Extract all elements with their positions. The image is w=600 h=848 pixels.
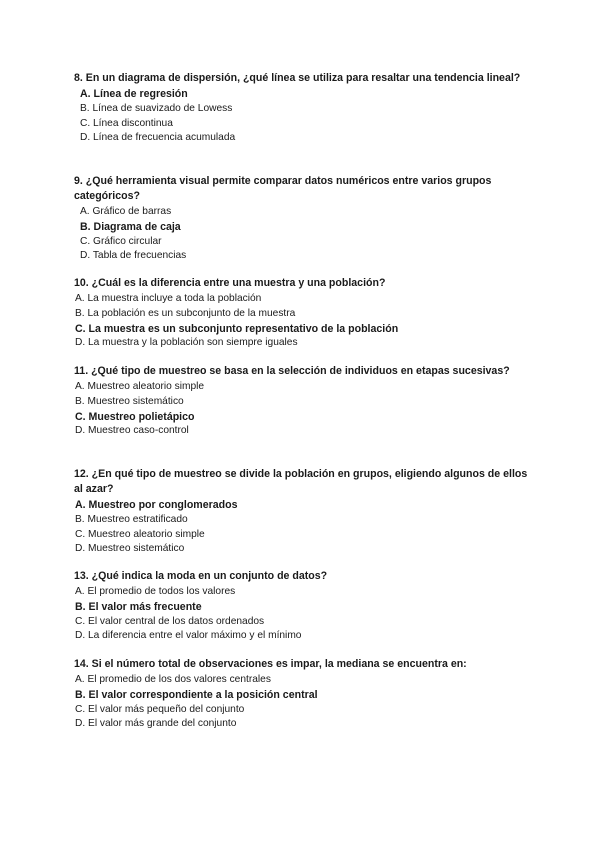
option-c: C. Gráfico circular <box>80 235 162 247</box>
option-d: D. Tabla de frecuencias <box>80 250 187 262</box>
question-stem: 14. Si el número total de observaciones es impar, la mediana se encuentra en: <box>74 658 467 670</box>
options-list <box>74 673 534 732</box>
question-stem: 11. ¿Qué tipo de muestreo se basa en la selección de individuos en etapas sucesivas? <box>74 365 510 377</box>
option-c: C. El valor más pequeño del conjunto <box>75 703 245 715</box>
question-8 <box>74 71 534 146</box>
options-list <box>74 380 534 439</box>
option-b: B. El valor correspondiente a la posición central <box>75 688 318 701</box>
option-d: D. El valor más grande del conjunto <box>75 718 237 730</box>
option-b: B. Muestreo sistemático <box>75 395 184 407</box>
option-d: D. Muestreo caso-control <box>75 425 189 437</box>
option-c: C. Muestreo aleatorio simple <box>75 528 205 540</box>
option-b: B. Diagrama de caja <box>80 220 181 233</box>
question-stem: 10. ¿Cuál es la diferencia entre una muestra y una población? <box>74 277 386 289</box>
question-stem: 8. En un diagrama de dispersión, ¿qué línea se utiliza para resaltar una tendencia lineal? <box>74 72 521 84</box>
option-c: C. El valor central de los datos ordenados <box>75 615 265 627</box>
options-list <box>74 87 534 146</box>
option-c: C. La muestra es un subconjunto representativo de la población <box>75 322 399 335</box>
option-a: A. Muestreo aleatorio simple <box>75 381 205 392</box>
question-stem: 12. ¿En qué tipo de muestreo se divide la población en grupos, eligiendo algunos de ellos al azar? <box>74 468 528 495</box>
options-list <box>74 205 534 264</box>
option-c: C. Línea discontinua <box>80 117 173 129</box>
question-9 <box>74 174 534 264</box>
question-10 <box>74 276 534 351</box>
options-list <box>74 498 534 557</box>
option-a: A. Muestreo por conglomerados <box>75 499 238 511</box>
option-d: D. Muestreo sistemático <box>75 543 185 555</box>
option-d: D. La muestra y la población son siempre iguales <box>75 337 298 349</box>
option-a: A. Gráfico de barras <box>80 206 172 217</box>
question-stem: 13. ¿Qué indica la moda en un conjunto de datos? <box>74 570 328 582</box>
option-c: C. Muestreo polietápico <box>75 410 195 423</box>
options-list <box>74 292 534 351</box>
option-a: A. La muestra incluye a toda la población <box>75 293 262 304</box>
question-14 <box>74 657 534 732</box>
option-b: B. Línea de suavizado de Lowess <box>80 102 233 114</box>
option-a: A. El promedio de todos los valores <box>75 586 236 597</box>
option-b: B. El valor más frecuente <box>75 600 202 613</box>
option-a: A. El promedio de los dos valores centrales <box>75 674 271 685</box>
question-12 <box>74 467 534 557</box>
options-list <box>74 585 534 644</box>
question-11 <box>74 364 534 439</box>
option-d: D. Línea de frecuencia acumulada <box>80 132 236 144</box>
option-a: A. Línea de regresión <box>80 88 188 100</box>
option-b: B. Muestreo estratificado <box>75 513 188 525</box>
question-stem: 9. ¿Qué herramienta visual permite comparar datos numéricos entre varios grupos categóricos? <box>74 175 492 202</box>
option-b: B. La población es un subconjunto de la muestra <box>75 307 296 319</box>
option-d: D. La diferencia entre el valor máximo y el mínimo <box>75 630 302 642</box>
question-13 <box>74 569 534 644</box>
